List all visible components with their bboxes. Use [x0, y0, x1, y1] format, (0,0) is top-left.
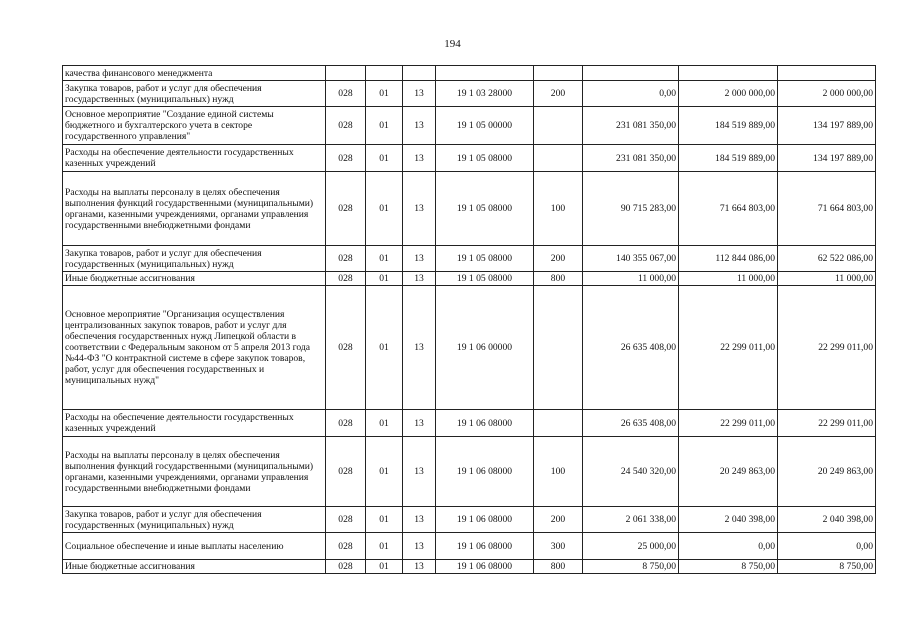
cell-sum-3: 20 249 863,00 — [778, 437, 876, 507]
cell-subsection: 13 — [403, 437, 436, 507]
page-number: 194 — [444, 38, 461, 50]
table-row — [63, 286, 876, 410]
cell-expense-type: 200 — [534, 246, 583, 272]
cell-sum-3: 134 197 889,00 — [778, 107, 876, 145]
cell-name: Закупка товаров, работ и услуг для обеспечения государственных (муниципальных) нужд — [63, 81, 326, 107]
cell-ministry: 028 — [326, 437, 366, 507]
cell-sum-1: 24 540 320,00 — [583, 437, 679, 507]
table-row — [63, 246, 876, 272]
cell-expense-type: 100 — [534, 172, 583, 246]
cell-sum-2: 71 664 803,00 — [679, 172, 778, 246]
cell-ministry: 028 — [326, 533, 366, 560]
cell-sum-1: 26 635 408,00 — [583, 286, 679, 410]
cell-sum-1 — [583, 66, 679, 81]
cell-section: 01 — [366, 81, 403, 107]
cell-sum-2: 20 249 863,00 — [679, 437, 778, 507]
cell-sum-3: 22 299 011,00 — [778, 410, 876, 437]
cell-subsection: 13 — [403, 81, 436, 107]
cell-expense-type: 100 — [534, 437, 583, 507]
cell-sum-1: 2 061 338,00 — [583, 507, 679, 533]
cell-sum-1: 8 750,00 — [583, 560, 679, 574]
cell-target — [436, 66, 534, 81]
cell-target: 19 1 05 00000 — [436, 107, 534, 145]
cell-target: 19 1 06 08000 — [436, 437, 534, 507]
cell-section: 01 — [366, 246, 403, 272]
cell-expense-type — [534, 145, 583, 172]
cell-sum-1: 11 000,00 — [583, 272, 679, 286]
cell-section: 01 — [366, 272, 403, 286]
cell-sum-3: 11 000,00 — [778, 272, 876, 286]
cell-section: 01 — [366, 107, 403, 145]
cell-section: 01 — [366, 437, 403, 507]
cell-sum-1: 25 000,00 — [583, 533, 679, 560]
cell-subsection: 13 — [403, 145, 436, 172]
cell-sum-3: 22 299 011,00 — [778, 286, 876, 410]
cell-sum-3: 8 750,00 — [778, 560, 876, 574]
cell-section: 01 — [366, 560, 403, 574]
cell-sum-2: 11 000,00 — [679, 272, 778, 286]
cell-name: качества финансового менеджмента — [63, 66, 326, 81]
cell-section: 01 — [366, 286, 403, 410]
cell-expense-type: 200 — [534, 507, 583, 533]
cell-target: 19 1 06 08000 — [436, 560, 534, 574]
cell-section: 01 — [366, 507, 403, 533]
cell-section: 01 — [366, 410, 403, 437]
cell-sum-2: 0,00 — [679, 533, 778, 560]
cell-ministry: 028 — [326, 286, 366, 410]
cell-target: 19 1 06 08000 — [436, 410, 534, 437]
cell-sum-3: 62 522 086,00 — [778, 246, 876, 272]
cell-subsection: 13 — [403, 533, 436, 560]
cell-name: Основное мероприятие "Создание единой системы бюджетного и бухгалтерского учета в секторе государственного управления" — [63, 107, 326, 145]
table-row — [63, 66, 876, 81]
cell-sum-3: 2 040 398,00 — [778, 507, 876, 533]
cell-target: 19 1 05 08000 — [436, 172, 534, 246]
cell-sum-3: 134 197 889,00 — [778, 145, 876, 172]
cell-subsection: 13 — [403, 172, 436, 246]
cell-sum-2: 112 844 086,00 — [679, 246, 778, 272]
cell-subsection: 13 — [403, 507, 436, 533]
cell-sum-1: 231 081 350,00 — [583, 107, 679, 145]
table-row — [63, 533, 876, 560]
cell-section: 01 — [366, 533, 403, 560]
cell-ministry: 028 — [326, 410, 366, 437]
cell-expense-type — [534, 107, 583, 145]
cell-expense-type: 800 — [534, 272, 583, 286]
cell-name: Социальное обеспечение и иные выплаты населению — [63, 533, 326, 560]
cell-subsection: 13 — [403, 272, 436, 286]
cell-sum-2: 8 750,00 — [679, 560, 778, 574]
cell-sum-2: 184 519 889,00 — [679, 107, 778, 145]
cell-expense-type: 300 — [534, 533, 583, 560]
table-row — [63, 172, 876, 246]
cell-name: Расходы на выплаты персоналу в целях обеспечения выполнения функций государственными (муниципальными) органами, казенными учреждениями, органами управления государственными внебюджетными фондами — [63, 172, 326, 246]
cell-subsection: 13 — [403, 286, 436, 410]
cell-sum-1: 231 081 350,00 — [583, 145, 679, 172]
cell-ministry: 028 — [326, 172, 366, 246]
cell-sum-2: 22 299 011,00 — [679, 410, 778, 437]
cell-section: 01 — [366, 145, 403, 172]
cell-ministry: 028 — [326, 81, 366, 107]
cell-section — [366, 66, 403, 81]
table-row — [63, 81, 876, 107]
cell-name: Расходы на обеспечение деятельности государственных казенных учреждений — [63, 410, 326, 437]
cell-expense-type: 800 — [534, 560, 583, 574]
budget-table — [62, 65, 876, 574]
cell-expense-type — [534, 286, 583, 410]
cell-expense-type — [534, 66, 583, 81]
cell-name: Закупка товаров, работ и услуг для обеспечения государственных (муниципальных) нужд — [63, 507, 326, 533]
cell-name: Расходы на обеспечение деятельности государственных казенных учреждений — [63, 145, 326, 172]
cell-target: 19 1 05 08000 — [436, 246, 534, 272]
table-row — [63, 560, 876, 574]
cell-ministry: 028 — [326, 107, 366, 145]
cell-subsection: 13 — [403, 107, 436, 145]
cell-name: Иные бюджетные ассигнования — [63, 272, 326, 286]
cell-sum-1: 0,00 — [583, 81, 679, 107]
cell-target: 19 1 06 00000 — [436, 286, 534, 410]
table-row — [63, 145, 876, 172]
cell-target: 19 1 05 08000 — [436, 272, 534, 286]
cell-sum-3 — [778, 66, 876, 81]
cell-target: 19 1 05 08000 — [436, 145, 534, 172]
cell-sum-3: 2 000 000,00 — [778, 81, 876, 107]
cell-sum-3: 0,00 — [778, 533, 876, 560]
cell-sum-2: 184 519 889,00 — [679, 145, 778, 172]
cell-sum-1: 26 635 408,00 — [583, 410, 679, 437]
cell-ministry: 028 — [326, 560, 366, 574]
cell-name: Расходы на выплаты персоналу в целях обеспечения выполнения функций государственными (муниципальными) органами, казенными учреждениями, органами управления государственными внебюджетными фондами — [63, 437, 326, 507]
cell-sum-2: 22 299 011,00 — [679, 286, 778, 410]
cell-subsection — [403, 66, 436, 81]
cell-sum-2 — [679, 66, 778, 81]
cell-subsection: 13 — [403, 246, 436, 272]
cell-ministry: 028 — [326, 507, 366, 533]
table-row — [63, 437, 876, 507]
table-row — [63, 507, 876, 533]
cell-ministry — [326, 66, 366, 81]
cell-sum-2: 2 000 000,00 — [679, 81, 778, 107]
cell-expense-type: 200 — [534, 81, 583, 107]
cell-subsection: 13 — [403, 560, 436, 574]
table-row — [63, 272, 876, 286]
cell-sum-1: 90 715 283,00 — [583, 172, 679, 246]
cell-name: Закупка товаров, работ и услуг для обеспечения государственных (муниципальных) нужд — [63, 246, 326, 272]
cell-expense-type — [534, 410, 583, 437]
table-row — [63, 107, 876, 145]
cell-name: Основное мероприятие "Организация осуществления централизованных закупок товаров, работ и услуг для обеспечения государственных нужд Липецкой области в соответствии с Федеральным законом от 5 апреля 2013 года №44-ФЗ "О контрактной системе в сфере закупок товаров, работ, услуг для обеспечения государственных и муниципальных нужд" — [63, 286, 326, 410]
cell-target: 19 1 06 08000 — [436, 507, 534, 533]
cell-section: 01 — [366, 172, 403, 246]
cell-sum-2: 2 040 398,00 — [679, 507, 778, 533]
cell-ministry: 028 — [326, 145, 366, 172]
cell-name: Иные бюджетные ассигнования — [63, 560, 326, 574]
cell-target: 19 1 03 28000 — [436, 81, 534, 107]
cell-ministry: 028 — [326, 246, 366, 272]
cell-target: 19 1 06 08000 — [436, 533, 534, 560]
cell-subsection: 13 — [403, 410, 436, 437]
cell-ministry: 028 — [326, 272, 366, 286]
cell-sum-3: 71 664 803,00 — [778, 172, 876, 246]
cell-sum-1: 140 355 067,00 — [583, 246, 679, 272]
table-row — [63, 410, 876, 437]
